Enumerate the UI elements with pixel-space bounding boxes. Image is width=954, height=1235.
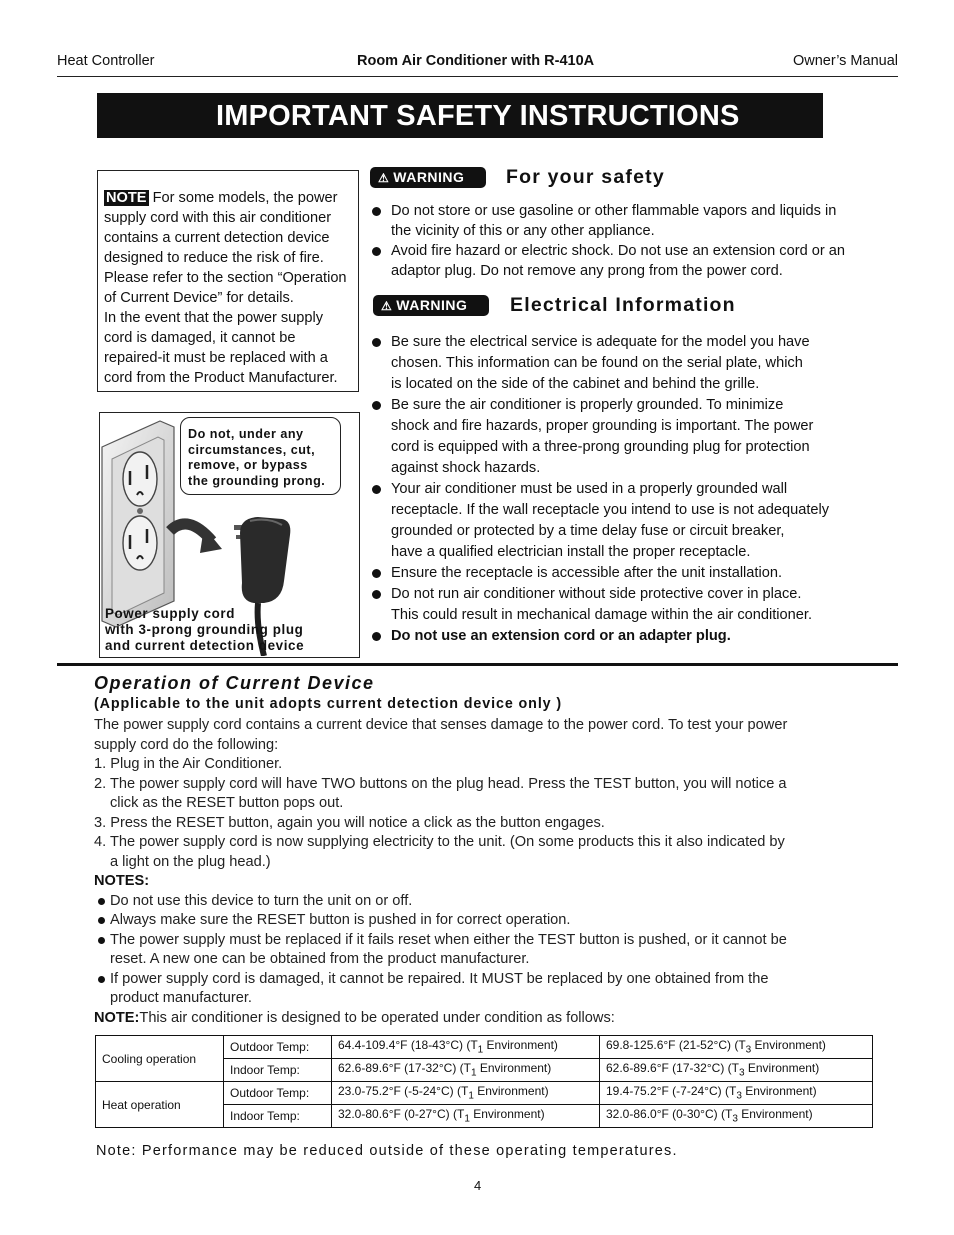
- page-header: [57, 53, 898, 77]
- note-item: Always make sure the RESET button is pushed in for correct operation.: [94, 911, 824, 931]
- performance-note: Note: Performance may be reduced outside of these operating temperatures.: [96, 1143, 678, 1159]
- condition-cell: Outdoor Temp:: [224, 1036, 332, 1059]
- page-title-banner: IMPORTANT SAFETY INSTRUCTIONS: [97, 93, 823, 138]
- mode-cell: Cooling operation: [96, 1036, 224, 1082]
- note-item-cont: product manufacturer.: [110, 990, 252, 1006]
- operation-body: [94, 716, 824, 1028]
- list-item: Ensure the receptacle is accessible after the unit installation.: [370, 563, 829, 584]
- figure-caption: Power supply cord with 3-prong grounding plug and current detection device: [105, 606, 305, 653]
- note-item: If power supply cord is damaged, it cannot be repaired. It MUST be replaced by one obtained from the: [94, 970, 824, 990]
- table-row: [96, 1036, 873, 1059]
- header-doc-type: Owner’s Manual: [792, 53, 898, 69]
- list-item: Do not use an extension cord or an adapter plug.: [370, 626, 829, 647]
- electrical-list: [370, 332, 829, 647]
- list-item: Do not store or use gasoline or other flammable vapors and liquids in the vicinity of this or any other appliance.: [370, 201, 845, 241]
- intro-line: supply cord do the following:: [94, 736, 279, 753]
- note-item-cont: reset. A new one can be obtained from the product manufacturer.: [110, 951, 530, 967]
- note-condition: NOTE:This air conditioner is designed to be operated under condition as follows:: [94, 1009, 615, 1026]
- operating-conditions-table: [95, 1035, 873, 1128]
- step-line: 2. The power supply cord will have TWO buttons on the plug head. Press the TEST button, you will notice a: [94, 775, 787, 792]
- safety-list: [370, 201, 845, 281]
- condition-cell: Indoor Temp:: [224, 1059, 332, 1082]
- step-line: 4. The power supply cord is now supplying electricity to the unit. (On some products this it also indicated by: [94, 834, 785, 850]
- header-product: Room Air Conditioner with R-410A: [357, 53, 595, 69]
- list-item: Be sure the air conditioner is properly grounded. To minimize shock and fire hazards, proper grounding is important. The power cord is equipped with a three-prong grounding plug for protection against shock hazards.: [370, 395, 829, 479]
- condition-cell: Indoor Temp:: [224, 1105, 332, 1128]
- step-line: click as the RESET button pops out.: [110, 795, 344, 811]
- list-item: Do not run air conditioner without side protective cover in place. This could result in mechanical damage within the air conditioner.: [370, 584, 829, 626]
- note-line: contains a current detection device: [104, 230, 330, 246]
- intro-line: The power supply cord contains a current device that senses damage to the power cord. To test your power: [94, 717, 788, 733]
- note-line: cord from the Product Manufacturer.: [104, 370, 338, 386]
- page-number: 4: [474, 1178, 482, 1193]
- electrical-heading: Electrical Information: [510, 294, 736, 316]
- note-line: NOTE For some models, the power: [106, 190, 338, 206]
- list-item: Your air conditioner must be used in a properly grounded wall receptacle. If the wall receptacle you intend to use is not adequately grounded or protected by a time delay fuse or circuit breaker, have a qualified electrician install the proper receptacle.: [370, 479, 829, 563]
- notes-label: NOTES:: [94, 873, 150, 889]
- section-divider: [57, 663, 898, 666]
- table-row: [96, 1082, 873, 1105]
- range-cell: 62.6-89.6°F (17-32°C) ($T_1$ Environment): [332, 1059, 600, 1082]
- note-tag: NOTE: [106, 190, 147, 206]
- step-line: 3. Press the RESET button, again you will notice a click as the button engages.: [94, 814, 605, 831]
- mode-cell: Heat operation: [96, 1082, 224, 1128]
- note-item: The power supply must be replaced if it fails reset when either the TEST button is pushed, or it cannot be: [94, 931, 824, 951]
- list-item: Avoid fire hazard or electric shock. Do not use an extension cord or an adaptor plug. Do not remove any prong from the power cord.: [370, 241, 845, 281]
- range-cell: 32.0-86.0°F (0-30°C) ($T_3$ Environment): [600, 1105, 873, 1128]
- note-line: of Current Device” for details.: [104, 290, 294, 306]
- range-cell: 64.4-109.4°F (18-43°C) ($T_1$ Environment): [332, 1036, 600, 1059]
- safety-heading: For your safety: [506, 166, 665, 188]
- step-line: 1. Plug in the Air Conditioner.: [94, 756, 283, 772]
- plug-figure: [99, 412, 360, 658]
- range-cell: 19.4-75.2°F (-7-24°C) ($T_3$ Environment): [600, 1082, 873, 1105]
- warning-badge: ⚠ WARNING: [373, 295, 489, 316]
- range-cell: 69.8-125.6°F (21-52°C) ($T_3$ Environment): [600, 1036, 873, 1059]
- range-cell: 23.0-75.2°F (-5-24°C) ($T_1$ Environment): [332, 1082, 600, 1105]
- header-brand: Heat Controller: [57, 53, 155, 69]
- note-line: In the event that the power supply: [104, 310, 324, 326]
- note-line: supply cord with this air conditioner: [104, 210, 332, 226]
- note-line: Please refer to the section “Operation: [104, 270, 347, 286]
- section-title: Operation of Current Device: [94, 673, 375, 693]
- range-cell: 62.6-89.6°F (17-32°C) ($T_3$ Environment): [600, 1059, 873, 1082]
- step-line: a light on the plug head.): [110, 853, 271, 870]
- warning-badge: ⚠ WARNING: [370, 167, 486, 188]
- note-line: repaired-it must be replaced with a: [104, 350, 328, 366]
- grounding-warning-callout: Do not, under any circumstances, cut, remove, or bypass the grounding prong.: [180, 417, 341, 495]
- section-subtitle: (Applicable to the unit adopts current detection device only ): [94, 696, 563, 712]
- note-line: cord is damaged, it cannot be: [104, 330, 296, 346]
- warning-triangle-icon: ⚠: [378, 171, 390, 185]
- note-item: Do not use this device to turn the unit on or off.: [94, 892, 824, 912]
- list-item: Be sure the electrical service is adequate for the model you have chosen. This information can be found on the serial plate, which is located on the side of the cabinet and behind the grille.: [370, 332, 829, 395]
- range-cell: 32.0-80.6°F (0-27°C) ($T_1$ Environment): [332, 1105, 600, 1128]
- note-line: designed to reduce the risk of fire.: [104, 250, 324, 266]
- note-box: [97, 170, 359, 392]
- condition-cell: Outdoor Temp:: [224, 1082, 332, 1105]
- warning-triangle-icon: ⚠: [381, 299, 393, 313]
